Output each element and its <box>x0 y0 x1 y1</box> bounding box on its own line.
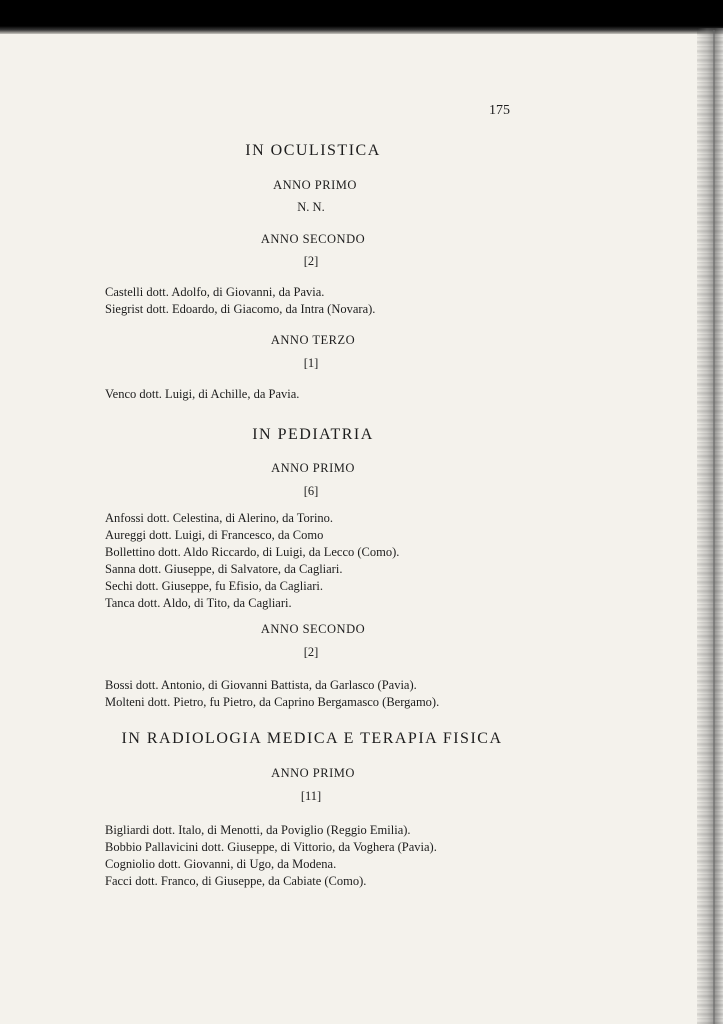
entry-list <box>105 677 575 711</box>
list-item: Anfossi dott. Celestina, di Alerino, da Torino. <box>105 511 334 525</box>
year-count: [1] <box>303 356 319 370</box>
page-number: 175 <box>489 103 510 118</box>
year-label: ANNO PRIMO <box>271 766 355 780</box>
list-item: Cogniolio dott. Giovanni, di Ugo, da Modena. <box>105 857 337 871</box>
section-title-pediatria: IN PEDIATRIA <box>252 426 374 443</box>
list-item: Sanna dott. Giuseppe, di Salvatore, da Cagliari. <box>105 562 343 576</box>
entry-list <box>105 284 575 318</box>
list-item: Bossi dott. Antonio, di Giovanni Battista, da Garlasco (Pavia). <box>105 678 417 692</box>
list-item: Siegrist dott. Edoardo, di Giacomo, da Intra (Novara). <box>105 302 376 316</box>
list-item: Bobbio Pallavicini dott. Giuseppe, di Vittorio, da Voghera (Pavia). <box>105 840 437 854</box>
list-item: Venco dott. Luigi, di Achille, da Pavia. <box>105 387 300 401</box>
year-count: [2] <box>303 254 319 268</box>
list-item: Sechi dott. Giuseppe, fu Efisio, da Cagliari. <box>105 579 324 593</box>
list-item: Facci dott. Franco, di Giuseppe, da Cabiate (Como). <box>105 874 367 888</box>
year-count: [2] <box>303 645 319 659</box>
year-count: N. N. <box>297 200 325 214</box>
list-item: Molteni dott. Pietro, fu Pietro, da Caprino Bergamasco (Bergamo). <box>105 695 440 709</box>
list-item: Aureggi dott. Luigi, di Francesco, da Como <box>105 528 324 542</box>
section-title-oculistica: IN OCULISTICA <box>245 142 381 159</box>
book-binding-edge <box>697 28 723 1024</box>
year-label: ANNO SECONDO <box>260 622 366 636</box>
year-label: ANNO TERZO <box>270 333 356 347</box>
year-label: ANNO PRIMO <box>271 461 355 475</box>
year-label: ANNO PRIMO <box>273 178 357 192</box>
binding-rule <box>713 30 715 1024</box>
year-label: ANNO SECONDO <box>260 232 366 246</box>
list-item: Tanca dott. Aldo, di Tito, da Cagliari. <box>105 596 292 610</box>
section-title-radiologia: IN RADIOLOGIA MEDICA E TERAPIA FISICA <box>121 730 503 747</box>
scan-top-border <box>0 0 723 34</box>
entry-list <box>105 822 575 890</box>
entry-list <box>105 386 575 403</box>
list-item: Bollettino dott. Aldo Riccardo, di Luigi, da Lecco (Como). <box>105 545 400 559</box>
year-count: [6] <box>303 484 319 498</box>
entry-list <box>105 510 575 612</box>
list-item: Bigliardi dott. Italo, di Menotti, da Poviglio (Reggio Emilia). <box>105 823 411 837</box>
list-item: Castelli dott. Adolfo, di Giovanni, da Pavia. <box>105 285 325 299</box>
year-count: [11] <box>300 789 322 803</box>
